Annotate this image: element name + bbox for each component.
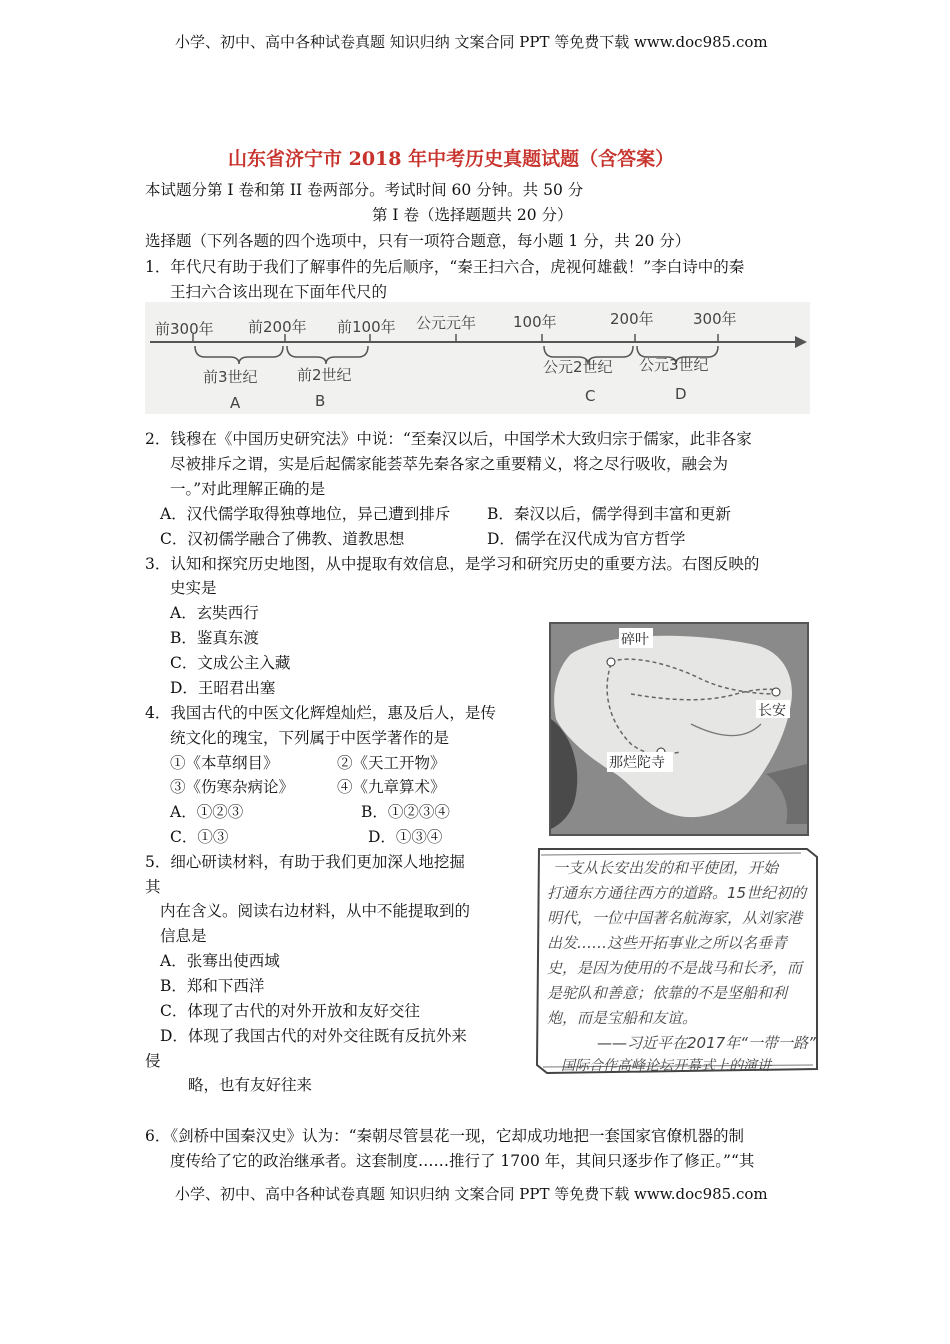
tick-label: 100年 bbox=[513, 313, 557, 331]
quote-source: 国际合作高峰论坛开幕式上的演讲 bbox=[561, 1058, 771, 1074]
q2-line1: 2．钱穆在《中国历史研究法》中说：“至秦汉以后，中国学术大致归宗于儒家，此非各家 bbox=[145, 430, 752, 448]
q6-line2: 度传给了它的政治继承者。这套制度……推行了 1700 年，其间只逐步作了修正。”“其 bbox=[170, 1152, 755, 1170]
q5-line1: 5．细心研读材料，有助于我们更加深人地挖掘 bbox=[145, 853, 465, 871]
page-footer: 小学、初中、高中各种试卷真题 知识归纳 文案合同 PPT 等免费下载 www.doc985.com bbox=[175, 1185, 768, 1203]
q4-item-4: ④《九章算术》 bbox=[337, 778, 446, 796]
tick-label: 300年 bbox=[693, 310, 737, 328]
q3-option-c: C．文成公主入藏 bbox=[170, 654, 291, 672]
bracket-letter: B bbox=[315, 392, 326, 410]
quote-material bbox=[533, 843, 823, 1079]
q4-option-b: B．①②③④ bbox=[361, 803, 450, 821]
q4-item-2: ②《天工开物》 bbox=[337, 754, 446, 772]
page-header: 小学、初中、高中各种试卷真题 知识归纳 文案合同 PPT 等免费下载 www.doc985.com bbox=[175, 33, 768, 51]
bracket-b bbox=[287, 346, 368, 364]
q3-option-d: D．王昭君出塞 bbox=[170, 679, 276, 697]
q2-option-d: D．儒学在汉代成为官方哲学 bbox=[487, 530, 686, 548]
q5-option-a: A．张骞出使西域 bbox=[160, 952, 280, 970]
q4-item-3: ③《伤寒杂病论》 bbox=[170, 778, 295, 796]
tick-label: 前300年 bbox=[155, 320, 214, 338]
timeline-arrow bbox=[795, 336, 807, 348]
quote-line: 出发……这些开拓事业之所以名垂青 bbox=[547, 934, 788, 952]
bracket-label: 公元2世纪 bbox=[543, 358, 613, 376]
quote-line: 炮，而是宝船和友谊。 bbox=[547, 1009, 698, 1027]
section-title: 第 I 卷（选择题题共 20 分） bbox=[372, 206, 573, 224]
map-label-nalanda: 那烂陀寺 bbox=[609, 755, 665, 771]
q4-item-1: ①《本草纲目》 bbox=[170, 754, 279, 772]
bracket-label: 前3世纪 bbox=[203, 368, 258, 386]
map-svg bbox=[551, 624, 807, 834]
q2-line2: 尽被排斥之谓，实是后起儒家能荟萃先秦各家之重要精义，将之尽行吸收，融会为 bbox=[170, 455, 729, 473]
bracket-a bbox=[195, 346, 283, 364]
q6-line1: 6．《剑桥中国秦汉史》认为：“秦朝尽管昙花一现，它却成功地把一套国家官僚机器的制 bbox=[145, 1127, 745, 1145]
bracket-letter: C bbox=[585, 387, 596, 405]
quote-line: 一支从长安出发的和平使团，开始 bbox=[553, 859, 779, 877]
q4-option-d: D．①③④ bbox=[368, 828, 443, 846]
q4-option-a: A．①②③ bbox=[170, 803, 244, 821]
q1-line2: 王扫六合该出现在下面年代尺的 bbox=[170, 283, 388, 301]
q5-line2: 内在含义。阅读右边材料，从中不能提取到的 bbox=[160, 902, 471, 920]
page-title: 山东省济宁市 2018 年中考历史真题试题（含答案） bbox=[228, 148, 675, 170]
tick-label: 200年 bbox=[610, 310, 654, 328]
map-label-suiye: 碎叶 bbox=[621, 632, 649, 648]
suiye-marker bbox=[607, 658, 615, 666]
q5-option-d-cont2: 略，也有友好往来 bbox=[188, 1076, 313, 1094]
quote-line: 是驼队和善意；依靠的不是坚船和利 bbox=[547, 984, 788, 1002]
bracket-label: 前2世纪 bbox=[297, 366, 352, 384]
q2-option-a: A．汉代儒学取得独尊地位，异己遭到排斥 bbox=[160, 505, 451, 523]
q4-line1: 4．我国古代的中医文化辉煌灿烂，惠及后人，是传 bbox=[145, 704, 496, 722]
historical-map bbox=[549, 622, 809, 836]
bracket-letter: A bbox=[230, 394, 241, 412]
q4-option-c: C．①③ bbox=[170, 828, 229, 846]
timeline-figure bbox=[145, 302, 810, 414]
q4-line2: 统文化的瑰宝，下列属于中医学著作的是 bbox=[170, 729, 450, 747]
changan-marker bbox=[772, 688, 780, 696]
tick-label: 前200年 bbox=[248, 318, 307, 336]
tick-label: 公元元年 bbox=[416, 314, 477, 332]
section-instructions: 选择题（下列各题的四个选项中，只有一项符合题意，每小题 1 分，共 20 分） bbox=[145, 232, 691, 250]
q3-line2: 史实是 bbox=[170, 579, 217, 597]
q5-option-d-cont1: 侵 bbox=[145, 1052, 161, 1070]
bracket-letter: D bbox=[675, 385, 687, 403]
quote-line: 打通东方通往西方的道路。15世纪初的 bbox=[547, 884, 807, 902]
q2-line3: 一。”对此理解正确的是 bbox=[170, 480, 326, 498]
quote-line: 史，是因为使用的不是战马和长矛，而 bbox=[547, 959, 803, 977]
q3-option-b: B．鉴真东渡 bbox=[170, 629, 259, 647]
exam-intro: 本试题分第 I 卷和第 II 卷两部分。考试时间 60 分钟。共 50 分 bbox=[145, 181, 584, 199]
q5-option-c: C．体现了古代的对外开放和友好交往 bbox=[160, 1002, 420, 1020]
timeline-svg bbox=[145, 302, 810, 414]
q5-option-d: D．体现了我国古代的对外交往既有反抗外来 bbox=[160, 1027, 467, 1045]
quote-line: 明代，一位中国著名航海家，从刘家港 bbox=[547, 909, 803, 927]
q3-line1: 3．认知和探究历史地图，从中提取有效信息，是学习和研究历史的重要方法。右图反映的 bbox=[145, 555, 760, 573]
bracket-label: 公元3世纪 bbox=[639, 356, 709, 374]
quote-source: ——习近平在2017年“一带一路” bbox=[597, 1034, 816, 1052]
map-label-changan: 长安 bbox=[758, 703, 786, 719]
q5-option-b: B．郑和下西洋 bbox=[160, 977, 265, 995]
q5-line3: 信息是 bbox=[160, 927, 207, 945]
q2-option-b: B．秦汉以后，儒学得到丰富和更新 bbox=[487, 505, 731, 523]
q5-line1b: 其 bbox=[145, 878, 161, 896]
q2-option-c: C．汉初儒学融合了佛教、道教思想 bbox=[160, 530, 405, 548]
q3-option-a: A．玄奘西行 bbox=[170, 604, 259, 622]
tick-label: 前100年 bbox=[337, 318, 396, 336]
q1-line1: 1．年代尺有助于我们了解事件的先后顺序，“秦王扫六合，虎视何雄截！”李白诗中的秦 bbox=[145, 258, 745, 276]
